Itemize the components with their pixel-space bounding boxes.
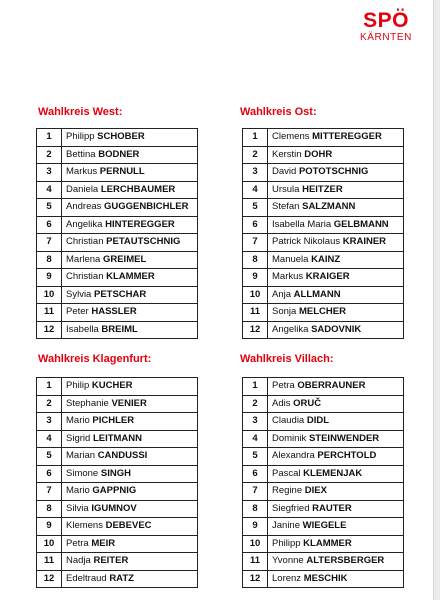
list-number: 1 — [243, 129, 268, 147]
table-row — [37, 304, 198, 322]
table-row — [37, 181, 198, 199]
page-edge-scrollbar — [433, 0, 440, 600]
candidate-name — [268, 234, 404, 252]
table-row — [37, 321, 198, 339]
table-row — [243, 483, 404, 501]
list-number: 7 — [243, 234, 268, 252]
candidate-first-name: Clemens — [272, 131, 310, 143]
table-row — [37, 378, 198, 396]
table-row — [37, 553, 198, 571]
candidate-last-name: DEBEVEC — [105, 520, 152, 532]
table-row — [243, 570, 404, 588]
candidate-last-name: SADOVNIK — [311, 323, 362, 335]
logo-line-1: SPÖ — [363, 9, 409, 32]
candidate-last-name: GUGGENBICHLER — [104, 201, 189, 213]
candidate-last-name: MELCHER — [298, 306, 346, 318]
list-number: 6 — [243, 216, 268, 234]
candidate-first-name: Andreas — [66, 201, 102, 213]
candidate-first-name: Peter — [66, 306, 89, 318]
candidate-last-name: LEITMANN — [92, 432, 143, 444]
candidate-first-name: Petra — [272, 380, 295, 392]
candidate-last-name: DIDL — [306, 415, 330, 427]
candidate-last-name: ALLMANN — [293, 288, 341, 300]
candidate-last-name: KLAMMER — [106, 271, 155, 283]
candidate-first-name: Markus — [272, 271, 304, 283]
candidate-name — [62, 395, 198, 413]
list-number: 11 — [37, 304, 62, 322]
candidate-last-name: STEINWENDER — [308, 432, 380, 444]
table-row — [243, 430, 404, 448]
candidate-last-name: SINGH — [100, 467, 131, 479]
candidate-name — [62, 413, 198, 431]
section-title-west: Wahlkreis West: — [38, 106, 123, 118]
section-title-klagenfurt: Wahlkreis Klagenfurt: — [38, 353, 152, 365]
table-row — [37, 286, 198, 304]
candidate-last-name: ALTERSBERGER — [306, 555, 385, 567]
candidate-name — [62, 286, 198, 304]
candidate-name — [268, 413, 404, 431]
candidate-name — [268, 304, 404, 322]
candidate-last-name: REITER — [93, 555, 129, 567]
table-row — [243, 146, 404, 164]
candidate-name — [62, 181, 198, 199]
list-number: 2 — [37, 395, 62, 413]
candidate-first-name: Marian — [66, 450, 96, 462]
candidate-first-name: Kerstin — [272, 148, 302, 160]
list-number: 1 — [37, 378, 62, 396]
table-row — [243, 465, 404, 483]
candidate-name — [268, 251, 404, 269]
candidate-name — [268, 286, 404, 304]
list-number: 8 — [37, 500, 62, 518]
list-number: 9 — [243, 269, 268, 287]
spoe-kaernten-logo — [356, 10, 416, 44]
table-row — [37, 535, 198, 553]
list-number: 12 — [243, 570, 268, 588]
candidate-last-name: RAUTER — [312, 502, 352, 514]
candidate-table-west — [36, 128, 198, 339]
candidate-last-name: KRAIGER — [305, 271, 350, 283]
table-row — [243, 286, 404, 304]
candidate-last-name: CANDUSSI — [97, 450, 148, 462]
candidate-name — [62, 129, 198, 147]
table-row — [37, 500, 198, 518]
candidate-first-name: Claudia — [272, 415, 305, 427]
candidate-name — [268, 535, 404, 553]
table-row — [37, 483, 198, 501]
candidate-name — [62, 304, 198, 322]
table-row — [243, 199, 404, 217]
list-number: 4 — [243, 430, 268, 448]
candidate-last-name: KUCHER — [91, 380, 133, 392]
candidate-last-name: GAPPNIG — [92, 485, 137, 497]
list-number: 7 — [37, 234, 62, 252]
list-number: 3 — [243, 413, 268, 431]
candidate-first-name: Bettina — [66, 148, 96, 160]
candidate-last-name: KLAMMER — [303, 537, 352, 549]
candidate-first-name: Simone — [66, 467, 99, 479]
candidate-name — [268, 378, 404, 396]
candidate-first-name: Manuela — [272, 253, 309, 265]
candidate-name — [62, 570, 198, 588]
table-row — [37, 146, 198, 164]
candidate-first-name: Yvonne — [272, 555, 304, 567]
table-row — [243, 378, 404, 396]
list-number: 7 — [243, 483, 268, 501]
candidate-name — [62, 146, 198, 164]
list-number: 8 — [243, 500, 268, 518]
candidate-name — [268, 518, 404, 536]
candidate-name — [268, 483, 404, 501]
table-row — [243, 413, 404, 431]
candidate-last-name: HINTEREGGER — [105, 218, 175, 230]
candidate-first-name: David — [272, 166, 297, 178]
candidate-first-name: Petra — [66, 537, 89, 549]
candidate-last-name: LERCHBAUMER — [100, 183, 176, 195]
candidate-first-name: Philipp — [66, 131, 95, 143]
candidate-last-name: ORUČ — [293, 397, 322, 409]
list-number: 4 — [37, 181, 62, 199]
list-number: 7 — [37, 483, 62, 501]
candidate-name — [62, 321, 198, 339]
list-number: 8 — [243, 251, 268, 269]
candidate-name — [62, 216, 198, 234]
candidate-first-name: Anja — [272, 288, 292, 300]
list-number: 9 — [37, 269, 62, 287]
logo-line-2: KÄRNTEN — [360, 32, 412, 43]
candidate-name — [268, 465, 404, 483]
candidate-last-name: POTOTSCHNIG — [298, 166, 369, 178]
candidate-last-name: BODNER — [98, 148, 140, 160]
candidate-name — [268, 500, 404, 518]
list-number: 11 — [243, 304, 268, 322]
table-row — [243, 216, 404, 234]
candidate-last-name: VENIER — [111, 397, 147, 409]
table-row — [37, 395, 198, 413]
candidate-first-name: Mario — [66, 485, 90, 497]
candidate-first-name: Angelika — [66, 218, 103, 230]
table-row — [243, 129, 404, 147]
candidate-first-name: Sonja — [272, 306, 297, 318]
list-number: 4 — [37, 430, 62, 448]
candidate-first-name: Stefan — [272, 201, 300, 213]
table-row — [37, 251, 198, 269]
list-number: 6 — [243, 465, 268, 483]
candidate-name — [62, 553, 198, 571]
candidate-first-name: Edeltraud — [66, 572, 107, 584]
candidate-first-name: Silvia — [66, 502, 89, 514]
candidate-name — [268, 146, 404, 164]
candidate-first-name: Christian — [66, 271, 104, 283]
candidate-name — [62, 269, 198, 287]
candidate-name — [268, 181, 404, 199]
candidate-last-name: PETSCHAR — [93, 288, 147, 300]
candidate-first-name: Angelika — [272, 323, 309, 335]
candidate-name — [268, 570, 404, 588]
candidate-last-name: IGUMNOV — [91, 502, 137, 514]
candidate-first-name: Nadja — [66, 555, 91, 567]
list-number: 11 — [37, 553, 62, 571]
list-number: 5 — [37, 199, 62, 217]
candidate-last-name: BREIML — [101, 323, 138, 335]
list-number: 3 — [37, 413, 62, 431]
list-number: 10 — [37, 286, 62, 304]
candidate-first-name: Sylvia — [66, 288, 92, 300]
section-title-ost: Wahlkreis Ost: — [240, 106, 317, 118]
candidate-first-name: Adis — [272, 397, 291, 409]
table-row — [37, 216, 198, 234]
list-number: 10 — [243, 535, 268, 553]
candidate-name — [268, 269, 404, 287]
list-number: 2 — [243, 395, 268, 413]
list-number: 11 — [243, 553, 268, 571]
candidate-last-name: OBERRAUNER — [297, 380, 366, 392]
candidate-name — [62, 251, 198, 269]
list-number: 10 — [37, 535, 62, 553]
table-row — [37, 199, 198, 217]
candidate-first-name: Ursula — [272, 183, 300, 195]
list-number: 10 — [243, 286, 268, 304]
candidate-name — [62, 430, 198, 448]
list-number: 6 — [37, 216, 62, 234]
candidate-first-name: Markus — [66, 166, 98, 178]
candidate-last-name: KAINZ — [311, 253, 341, 265]
candidate-name — [62, 465, 198, 483]
list-number: 1 — [37, 129, 62, 147]
candidate-name — [268, 430, 404, 448]
candidate-name — [62, 535, 198, 553]
candidate-first-name: Klemens — [66, 520, 103, 532]
list-number: 4 — [243, 181, 268, 199]
candidate-last-name: SCHOBER — [97, 131, 145, 143]
candidate-last-name: HEITZER — [302, 183, 343, 195]
candidate-name — [62, 234, 198, 252]
list-number: 12 — [243, 321, 268, 339]
candidate-first-name: Patrick Nikolaus — [272, 236, 341, 248]
candidate-first-name: Isabella Maria — [272, 218, 332, 230]
candidate-last-name: DOHR — [304, 148, 333, 160]
list-number: 5 — [243, 199, 268, 217]
candidate-name — [268, 553, 404, 571]
list-number: 5 — [37, 448, 62, 466]
candidate-last-name: DIEX — [304, 485, 327, 497]
candidate-last-name: PERNULL — [99, 166, 145, 178]
candidate-last-name: PERCHTOLD — [317, 450, 377, 462]
candidate-first-name: Lorenz — [272, 572, 302, 584]
candidate-last-name: MESCHIK — [303, 572, 348, 584]
candidate-first-name: Pascal — [272, 467, 301, 479]
table-row — [243, 500, 404, 518]
candidate-name — [268, 321, 404, 339]
table-row — [37, 129, 198, 147]
candidate-name — [62, 164, 198, 182]
table-row — [243, 304, 404, 322]
list-number: 1 — [243, 378, 268, 396]
candidate-first-name: Regine — [272, 485, 303, 497]
table-row — [243, 535, 404, 553]
table-row — [37, 164, 198, 182]
table-row — [243, 269, 404, 287]
candidate-last-name: HASSLER — [91, 306, 137, 318]
table-row — [37, 570, 198, 588]
candidate-last-name: RATZ — [109, 572, 134, 584]
candidate-last-name: GREIMEL — [102, 253, 147, 265]
table-row — [243, 181, 404, 199]
candidate-name — [268, 164, 404, 182]
candidate-last-name: GELBMANN — [333, 218, 389, 230]
table-row — [37, 234, 198, 252]
candidate-first-name: Stephanie — [66, 397, 109, 409]
candidate-first-name: Dominik — [272, 432, 307, 444]
candidate-name — [268, 199, 404, 217]
table-row — [243, 448, 404, 466]
table-row — [243, 321, 404, 339]
candidate-name — [62, 448, 198, 466]
candidate-name — [268, 448, 404, 466]
candidate-first-name: Daniela — [66, 183, 99, 195]
candidate-name — [62, 199, 198, 217]
list-number: 8 — [37, 251, 62, 269]
candidate-name — [268, 216, 404, 234]
candidate-table-villach — [242, 377, 404, 588]
candidate-last-name: WIEGELE — [302, 520, 347, 532]
candidate-name — [62, 378, 198, 396]
table-row — [37, 430, 198, 448]
candidate-first-name: Philipp — [272, 537, 301, 549]
table-row — [37, 518, 198, 536]
candidate-table-klagenfurt — [36, 377, 198, 588]
candidate-name — [268, 129, 404, 147]
table-row — [243, 251, 404, 269]
table-row — [37, 465, 198, 483]
candidate-table-ost — [242, 128, 404, 339]
candidate-first-name: Marlena — [66, 253, 101, 265]
list-number: 12 — [37, 570, 62, 588]
candidate-first-name: Sigrid — [66, 432, 91, 444]
candidate-last-name: PETAUTSCHNIG — [106, 236, 181, 248]
candidate-last-name: MITTEREGGER — [312, 131, 382, 143]
table-row — [243, 518, 404, 536]
list-number: 3 — [37, 164, 62, 182]
candidate-name — [62, 483, 198, 501]
table-row — [243, 234, 404, 252]
list-number: 9 — [243, 518, 268, 536]
list-number: 6 — [37, 465, 62, 483]
table-row — [37, 413, 198, 431]
table-row — [243, 164, 404, 182]
section-title-villach: Wahlkreis Villach: — [240, 353, 334, 365]
candidate-first-name: Siegfried — [272, 502, 310, 514]
table-row — [243, 395, 404, 413]
list-number: 12 — [37, 321, 62, 339]
candidate-first-name: Christian — [66, 236, 104, 248]
candidate-name — [62, 518, 198, 536]
list-number: 5 — [243, 448, 268, 466]
candidate-first-name: Alexandra — [272, 450, 315, 462]
candidate-first-name: Janine — [272, 520, 300, 532]
list-number: 2 — [37, 146, 62, 164]
table-row — [243, 553, 404, 571]
candidate-last-name: MEIR — [91, 537, 116, 549]
table-row — [37, 269, 198, 287]
candidate-last-name: SALZMANN — [302, 201, 356, 213]
candidate-last-name: PICHLER — [92, 415, 135, 427]
candidate-last-name: KRAINER — [342, 236, 387, 248]
table-row — [37, 448, 198, 466]
list-number: 9 — [37, 518, 62, 536]
list-number: 2 — [243, 146, 268, 164]
candidate-name — [62, 500, 198, 518]
candidate-name — [268, 395, 404, 413]
candidate-first-name: Isabella — [66, 323, 99, 335]
list-number: 3 — [243, 164, 268, 182]
candidate-first-name: Philip — [66, 380, 90, 392]
candidate-last-name: KLEMENJAK — [303, 467, 363, 479]
candidate-first-name: Mario — [66, 415, 90, 427]
